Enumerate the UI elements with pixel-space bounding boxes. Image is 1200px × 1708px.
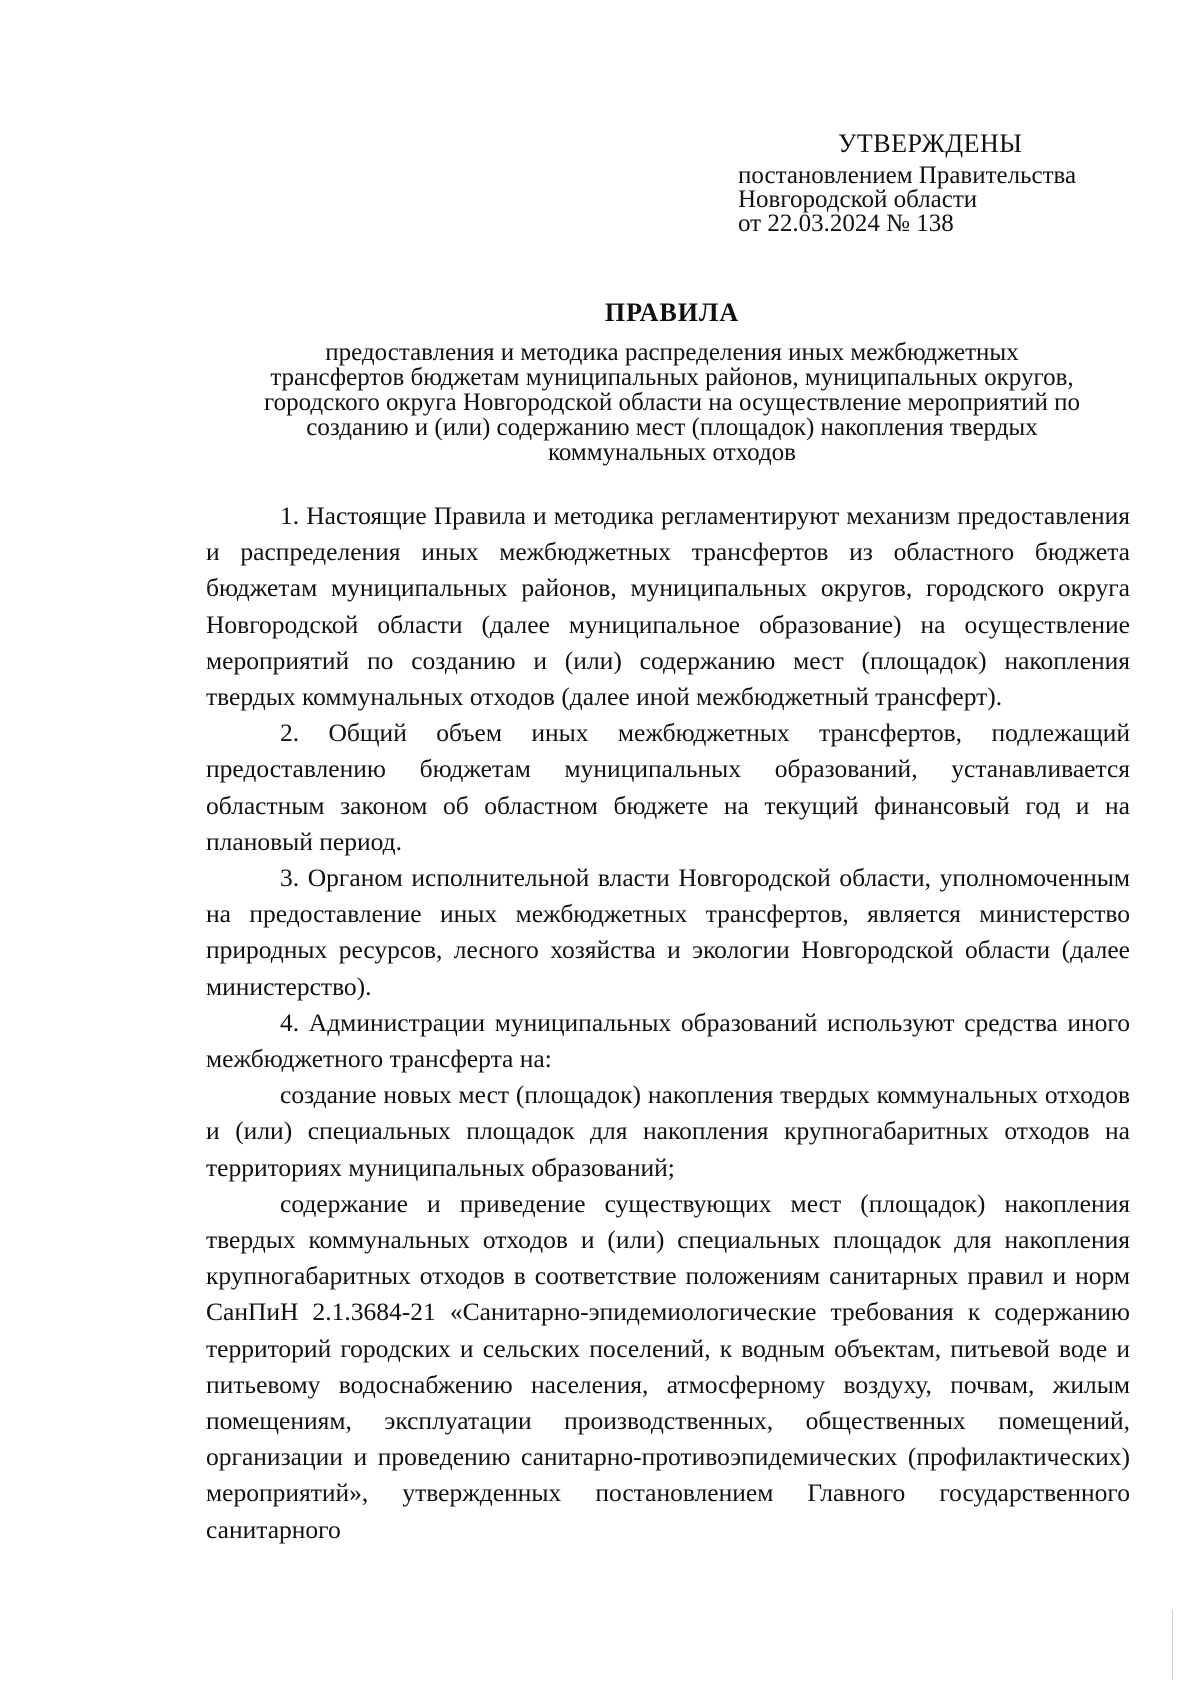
scan-edge-mark [1172, 1610, 1173, 1680]
paragraph-3: 3. Органом исполнительной власти Новгородской области, уполномоченным на предоставление иных межбюджетных трансфертов, является министерство природных ресурсов, лесного хозяйства и экологии Новгородской области (далее министерство). [206, 863, 1130, 1001]
paragraph-1: 1. Настоящие Правила и методика регламентируют механизм предоставления и распределения иных межбюджетных трансфертов из областного бюджета бюджетам муниципальных районов, муниципальных округов, городского округа Новгородской области (далее муниципальное образование) на осуществление мероприятий по созданию и (или) содержанию мест (площадок) накопления твердых коммунальных отходов (далее иной межбюджетный трансферт). [206, 501, 1130, 712]
paragraph-6: содержание и приведение существующих мест (площадок) накопления твердых коммунальных отходов и (или) специальных площадок для накопления крупногабаритных отходов в соответствие положениям санитарных правил и норм СанПиН 2.1.3684-21 «Санитарно-эпидемиологические требования к содержанию территорий городских и сельских поселений, к водным объектам, питьевой воде и питьевому водоснабжению населения, атмосферному воздуху, почвам, жилым помещениям, эксплуатации производственных, общественных помещений, организации и проведению санитарно-противоэпидемических (профилактических) мероприятий», утвержденных постановлением Главного государственного санитарного [206, 1188, 1130, 1544]
subtitle-line-1: предоставления и методика распределения иных межбюджетных [325, 339, 1019, 366]
subtitle-line-2: трансфертов бюджетам муниципальных районов, муниципальных округов, [270, 364, 1074, 391]
paragraph-4: 4. Администрации муниципальных образований используют средства иного межбюджетного трансферта на: [206, 1007, 1130, 1074]
approval-line-3: от 22.03.2024 № 138 [738, 210, 954, 237]
document-title: ПРАВИЛА [604, 298, 740, 327]
approval-line-2: Новгородской области [738, 186, 978, 213]
approval-stamp [738, 124, 1158, 236]
approval-line-1: постановлением Правительства [738, 162, 1077, 189]
document-body [206, 498, 1130, 1548]
subtitle-line-4: созданию и (или) содержанию мест (площадок) накопления твердых [306, 414, 1038, 441]
approval-title: УТВЕРЖДЕНЫ [838, 129, 1023, 158]
subtitle-line-5: коммунальных отходов [548, 439, 796, 466]
subtitle-line-3: городского округа Новгородской области на осуществление мероприятий по [263, 389, 1081, 416]
paragraph-5: создание новых мест (площадок) накопления твердых коммунальных отходов и (или) специальных площадок для накопления крупногабаритных отходов на территориях муниципальных образований; [206, 1080, 1130, 1182]
paragraph-2: 2. Общий объем иных межбюджетных трансфертов, подлежащий предоставлению бюджетам муниципальных образований, устанавливается областным законом об областном бюджете на текущий финансовый год и на плановый период. [206, 718, 1130, 856]
document-subtitle [200, 340, 1144, 465]
